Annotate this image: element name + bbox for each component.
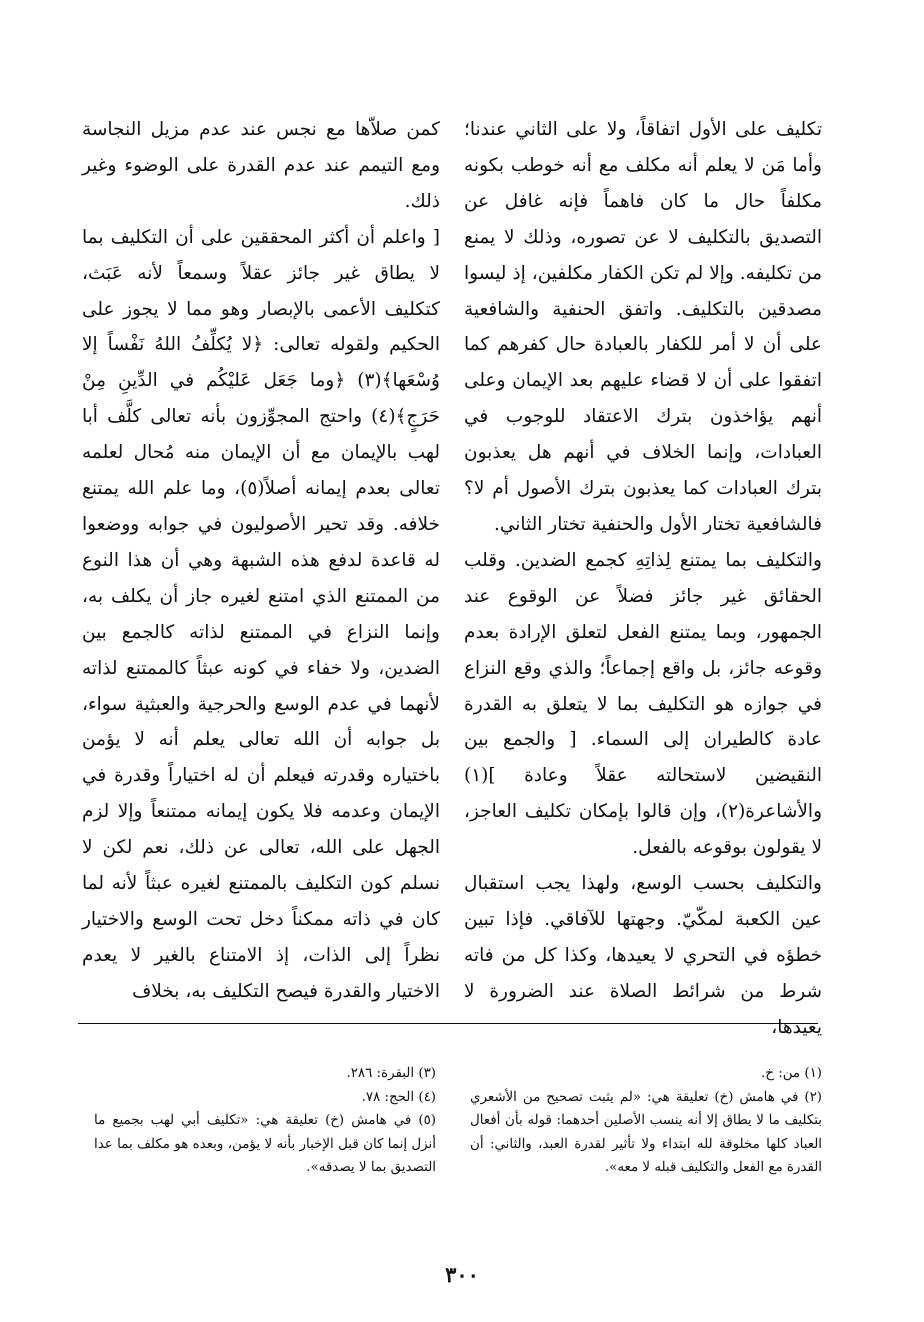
paragraph: [ واعلم أن أكثر المحققين على أن التكليف بما لا يطاق غير جائز عقلاً وسمعاً لأنه عَبَث، كتكليف الأعمى بالإبصار وهو مما لا يجوز على الحكيم ولقوله تعالى: ﴿لا يُكلِّفُ اللهُ نَفْساً إلا وُسْعَها﴾(٣) ﴿وما جَعَل عَليْكُم في الدِّينِ مِنْ حَرَجٍ﴾(٤) واحتج المجوِّزون بأنه تعالى كلَّف أبا لهب بالإيمان مع أن الإيمان منه مُحال لعلمه تعالى بعدم إيمانه أصلاً(٥)، وما علم الله يمتنع خلافه. وقد تحير الأصوليون في جوابه ووضعوا له قاعدة لدفع هذه الشبهة وهي أن هذا النوع من الممتنع الذي امتنع لغيره جاز أن يكلف به، وإنما النزاع في الممتنع لذاته كالجمع بين الضدين، ولا خفاء في كونه عبثاً كالممتنع لذاته لأنهما في عدم الوسع والحرجية والعبثية سواء، بل جوابه أن الله تعالى يعلم أنه لا يؤمن باختياره وقدرته فيعلم أن له اختياراً وقدرة في الإيمان وعدمه فلا يكون إيمانه ممتنعاً وإلا لزم الجهل على الله، تعالى عن ذلك، نعم لكن لا نسلم كون التكليف بالممتنع لغيره عبثاً لأنه لما كان في ذاته ممكناً دخل تحت الوسع والاختيار نظراً إلى الذات، إذ الامتناع بالغير لا يعدم الاختيار والقدرة فيصح التكليف به، بخلاف: [82, 226, 440, 1002]
footnote: (١) من: خ.: [761, 1066, 822, 1081]
footnotes-right: [470, 1062, 822, 1180]
paragraph: والتكليف بحسب الوسع، ولهذا يجب استقبال عين الكعبة لمكّيّ. وجهتها للآفاقي. فإذا تبين خطؤه في التحري لا يعيدها، وكذا كل من فاته شرط من شرائط الصلاة عند الضرورة لا يعيدها،: [464, 873, 822, 1038]
footnote-separator: [78, 1023, 818, 1024]
paragraph: والتكليف بما يمتنع لِذاتِهِ كجمع الضدين. وقلب الحقائق غير جائز فضلاً عن الوقوع عند الجمهور، وبما يمتنع الفعل لتعلق الإرادة بعدم وقوعه جائز، بل واقع إجماعاً؛ والذي وقع النزاع في جوازه هو التكليف بما لا يتعلق به القدرة عادة كالطيران إلى السماء. [ والجمع بين النقيضين لاستحالته عقلاً وعادة ](١) والأشاعرة(٢)، وإن قالوا بإمكان تكليف العاجز، لا يقولون بوقوعه بالفعل.: [464, 549, 822, 859]
text-column-left: [82, 112, 440, 1010]
footnote: (٢) في هامش (خ) تعليقة هي: «لم يثبت تصحيح من الأشعري بتكليف ما لا يطاق إلا أنه ينسب الأصلين أحدهما: قوله بأن أفعال العباد كلها مخلوقة لله ابتداء ولا تأثير لقدرة العبد، والثاني: أن القدرة مع الفعل والتكليف قبله لا معه».: [470, 1089, 822, 1176]
footnotes-left: [94, 1062, 436, 1180]
footnote: (٤) الحج: ٧٨.: [361, 1089, 436, 1105]
paragraph: تكليف على الأول اتفاقاً، ولا على الثاني عندنا؛ وأما مَن لا يعلم أنه مكلف مع أنه خوطب بكونه مكلفاً حال ما كان فاهماً فإنه غافل عن التصديق بالتكليف لا عن تصوره، وذلك لا يمنع من تكليفه. وإلا لم تكن الكفار مكلفين، إذ ليسوا مصدقين بالتكليف. واتفق الحنفية والشافعية على أن لا أمر للكفار بالعبادة حال كفرهم كما اتفقوا على أن لا قضاء عليهم بعد الإيمان وعلى أنهم يؤاخذون بترك الاعتقاد للوجوب في العبادات، وإنما الخلاف في أنهم هل يعذبون بترك العبادات كما يعذبون بترك الأصول أم لا؟ فالشافعية تختار الأول والحنفية تختار الثاني.: [464, 119, 822, 535]
footnote: (٣) البقرة: ٢٨٦.: [346, 1066, 436, 1081]
text-column-right: [464, 112, 822, 1046]
page-number: ٣٠٠: [445, 1262, 479, 1287]
footnote: (٥) في هامش (خ) تعليقة هي: «تكليف أبي لهب بجميع ما أنزل إنما كان قبل الإخبار بأنه لا يؤمن، وبعده هو مكلف بما عدا التصديق بما لا يصدقه».: [94, 1113, 436, 1176]
paragraph: كمن صلاّها مع نجس عند عدم مزيل النجاسة ومع التيمم عند عدم القدرة على الوضوء وغير ذلك.: [82, 119, 440, 212]
